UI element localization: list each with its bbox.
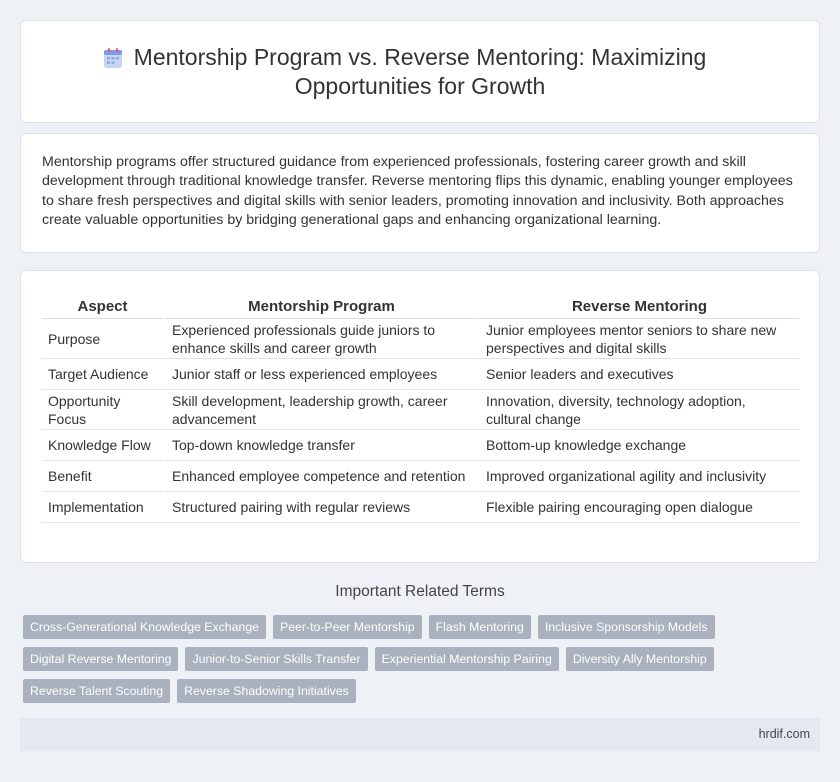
footer-site-link[interactable]: hrdif.com bbox=[758, 727, 810, 741]
related-term-tag[interactable]: Flash Mentoring bbox=[429, 615, 531, 639]
comparison-card bbox=[20, 270, 820, 563]
table-row bbox=[42, 359, 799, 390]
related-term-tag[interactable]: Reverse Shadowing Initiatives bbox=[177, 679, 356, 703]
mentorship-cell: Skill development, leadership growth, career advancement bbox=[163, 390, 477, 430]
related-term-tag[interactable]: Cross-Generational Knowledge Exchange bbox=[23, 615, 266, 639]
table-row bbox=[42, 492, 799, 523]
mentorship-cell: Junior staff or less experienced employees bbox=[163, 359, 477, 390]
mentorship-cell: Experienced professionals guide juniors to enhance skills and career growth bbox=[163, 319, 477, 359]
table-row bbox=[42, 319, 799, 359]
aspect-cell: Purpose bbox=[42, 319, 163, 359]
header-aspect: Aspect bbox=[42, 294, 163, 319]
header-reverse-mentoring: Reverse Mentoring bbox=[477, 294, 799, 319]
related-term-tag[interactable]: Reverse Talent Scouting bbox=[23, 679, 170, 703]
comparison-table bbox=[42, 294, 799, 523]
related-term-tag[interactable]: Peer-to-Peer Mentorship bbox=[273, 615, 422, 639]
reverse-cell: Junior employees mentor seniors to share new perspectives and digital skills bbox=[477, 319, 799, 359]
related-term-tag[interactable]: Diversity Ally Mentorship bbox=[566, 647, 714, 671]
aspect-cell: Opportunity Focus bbox=[42, 390, 163, 430]
table-row bbox=[42, 390, 799, 430]
title-card bbox=[20, 20, 820, 123]
related-term-tag[interactable]: Inclusive Sponsorship Models bbox=[538, 615, 715, 639]
aspect-cell: Target Audience bbox=[42, 359, 163, 390]
table-row bbox=[42, 461, 799, 492]
intro-card bbox=[20, 133, 820, 253]
intro-paragraph: Mentorship programs offer structured guidance from experienced professionals, fostering career growth and skill development through traditional knowledge transfer. Reverse mentoring flips this dynamic, enabling younger employees to share fresh perspectives and digital skills with senior leaders, promoting innovation and inclusivity. Both approaches create valuable opportunities by bridging generational gaps and enhancing organizational learning. bbox=[42, 154, 793, 228]
related-terms-list bbox=[23, 615, 813, 703]
page-title: Mentorship Program vs. Reverse Mentoring: Maximizing Opportunities for Growth bbox=[133, 43, 707, 99]
footer bbox=[20, 718, 820, 751]
table-row bbox=[42, 430, 799, 461]
related-term-tag[interactable]: Digital Reverse Mentoring bbox=[23, 647, 178, 671]
aspect-cell: Benefit bbox=[42, 461, 163, 492]
reverse-cell: Innovation, diversity, technology adoption, cultural change bbox=[477, 390, 799, 430]
reverse-cell: Senior leaders and executives bbox=[477, 359, 799, 390]
mentorship-cell: Enhanced employee competence and retention bbox=[163, 461, 477, 492]
aspect-cell: Knowledge Flow bbox=[42, 430, 163, 461]
related-term-tag[interactable]: Experiential Mentorship Pairing bbox=[375, 647, 559, 671]
mentorship-cell: Top-down knowledge transfer bbox=[163, 430, 477, 461]
related-terms-title: Important Related Terms bbox=[335, 583, 505, 600]
reverse-cell: Improved organizational agility and inclusivity bbox=[477, 461, 799, 492]
table-header-row bbox=[42, 294, 799, 319]
mentorship-cell: Structured pairing with regular reviews bbox=[163, 492, 477, 523]
related-term-tag[interactable]: Junior-to-Senior Skills Transfer bbox=[185, 647, 367, 671]
reverse-cell: Flexible pairing encouraging open dialogue bbox=[477, 492, 799, 523]
aspect-cell: Implementation bbox=[42, 492, 163, 523]
reverse-cell: Bottom-up knowledge exchange bbox=[477, 430, 799, 461]
header-mentorship-program: Mentorship Program bbox=[163, 294, 477, 319]
